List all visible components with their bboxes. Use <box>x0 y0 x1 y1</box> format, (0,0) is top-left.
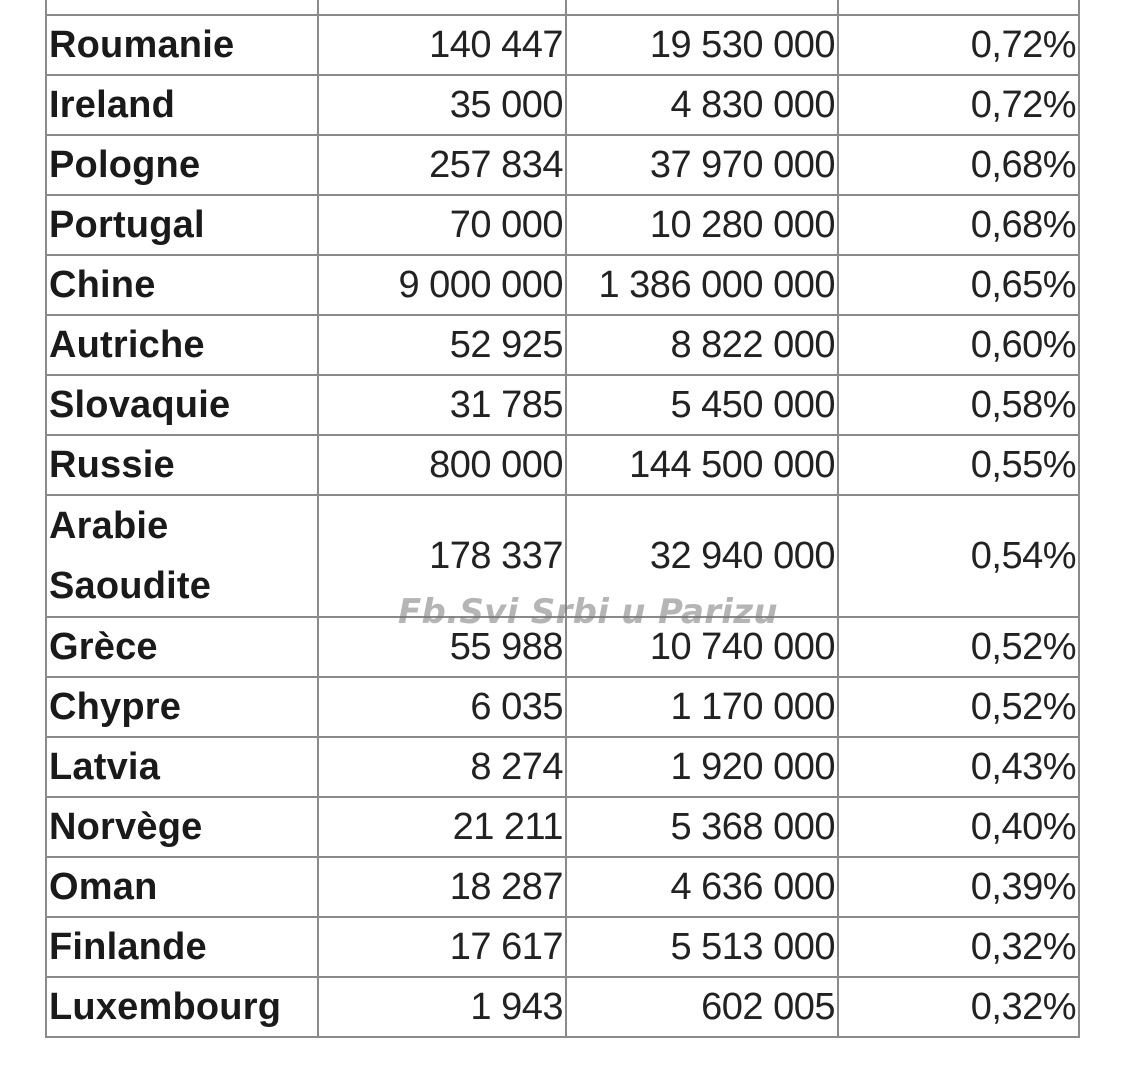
value-a-cell: 55 988 <box>319 618 567 678</box>
country-cell: Autriche <box>45 316 319 376</box>
value-a-cell: 6 035 <box>319 678 567 738</box>
table-cell <box>567 0 839 16</box>
value-a-cell: 140 447 <box>319 16 567 76</box>
country-cell: Slovaquie <box>45 376 319 436</box>
value-b-cell: 602 005 <box>567 978 839 1038</box>
table-row <box>45 798 1080 858</box>
percent-cell: 0,60% <box>839 316 1080 376</box>
table-row <box>45 16 1080 76</box>
country-cell: Norvège <box>45 798 319 858</box>
country-cell: Latvia <box>45 738 319 798</box>
percent-cell: 0,52% <box>839 678 1080 738</box>
value-a-cell: 18 287 <box>319 858 567 918</box>
value-b-cell: 10 740 000 <box>567 618 839 678</box>
country-cell: Portugal <box>45 196 319 256</box>
value-b-cell: 32 940 000 <box>567 496 839 618</box>
country-ratio-table <box>45 0 1080 1038</box>
value-b-cell: 1 386 000 000 <box>567 256 839 316</box>
value-b-cell: 1 920 000 <box>567 738 839 798</box>
value-a-cell: 178 337 <box>319 496 567 618</box>
table-row <box>45 858 1080 918</box>
value-b-cell: 4 830 000 <box>567 76 839 136</box>
table-row <box>45 678 1080 738</box>
value-a-cell: 31 785 <box>319 376 567 436</box>
percent-cell: 0,40% <box>839 798 1080 858</box>
table-cell <box>319 0 567 16</box>
data-table-container <box>45 0 1080 1038</box>
country-cell: Ireland <box>45 76 319 136</box>
value-b-cell: 1 170 000 <box>567 678 839 738</box>
percent-cell: 0,32% <box>839 918 1080 978</box>
table-row <box>45 918 1080 978</box>
table-row <box>45 76 1080 136</box>
percent-cell: 0,68% <box>839 196 1080 256</box>
value-a-cell: 17 617 <box>319 918 567 978</box>
value-a-cell: 257 834 <box>319 136 567 196</box>
value-a-cell: 8 274 <box>319 738 567 798</box>
value-a-cell: 35 000 <box>319 76 567 136</box>
table-row <box>45 436 1080 496</box>
value-b-cell: 37 970 000 <box>567 136 839 196</box>
percent-cell: 0,52% <box>839 618 1080 678</box>
country-cell: Oman <box>45 858 319 918</box>
watermark-text: Fb.Svi Srbi u Parizu <box>398 592 778 632</box>
table-cell <box>45 0 319 16</box>
table-row <box>45 136 1080 196</box>
country-cell: Chypre <box>45 678 319 738</box>
percent-cell: 0,72% <box>839 76 1080 136</box>
table-cell <box>839 0 1080 16</box>
percent-cell: 0,72% <box>839 16 1080 76</box>
value-b-cell: 5 368 000 <box>567 798 839 858</box>
value-a-cell: 1 943 <box>319 978 567 1038</box>
table-row <box>45 376 1080 436</box>
percent-cell: 0,68% <box>839 136 1080 196</box>
percent-cell: 0,55% <box>839 436 1080 496</box>
table-row <box>45 256 1080 316</box>
table-row-stub <box>45 0 1080 16</box>
value-a-cell: 800 000 <box>319 436 567 496</box>
table-row <box>45 316 1080 376</box>
country-cell: Roumanie <box>45 16 319 76</box>
value-b-cell: 8 822 000 <box>567 316 839 376</box>
country-cell: Luxembourg <box>45 978 319 1038</box>
percent-cell: 0,32% <box>839 978 1080 1038</box>
value-b-cell: 144 500 000 <box>567 436 839 496</box>
country-cell: Pologne <box>45 136 319 196</box>
value-b-cell: 19 530 000 <box>567 16 839 76</box>
country-cell: Chine <box>45 256 319 316</box>
value-a-cell: 9 000 000 <box>319 256 567 316</box>
table-row <box>45 738 1080 798</box>
percent-cell: 0,58% <box>839 376 1080 436</box>
percent-cell: 0,54% <box>839 496 1080 618</box>
percent-cell: 0,39% <box>839 858 1080 918</box>
value-a-cell: 52 925 <box>319 316 567 376</box>
country-cell: Russie <box>45 436 319 496</box>
value-b-cell: 10 280 000 <box>567 196 839 256</box>
percent-cell: 0,43% <box>839 738 1080 798</box>
country-cell: Finlande <box>45 918 319 978</box>
table-row <box>45 978 1080 1038</box>
value-b-cell: 4 636 000 <box>567 858 839 918</box>
value-b-cell: 5 450 000 <box>567 376 839 436</box>
percent-cell: 0,65% <box>839 256 1080 316</box>
value-a-cell: 21 211 <box>319 798 567 858</box>
country-cell: Arabie Saoudite <box>45 496 319 618</box>
value-a-cell: 70 000 <box>319 196 567 256</box>
country-cell: Grèce <box>45 618 319 678</box>
value-b-cell: 5 513 000 <box>567 918 839 978</box>
table-row <box>45 196 1080 256</box>
